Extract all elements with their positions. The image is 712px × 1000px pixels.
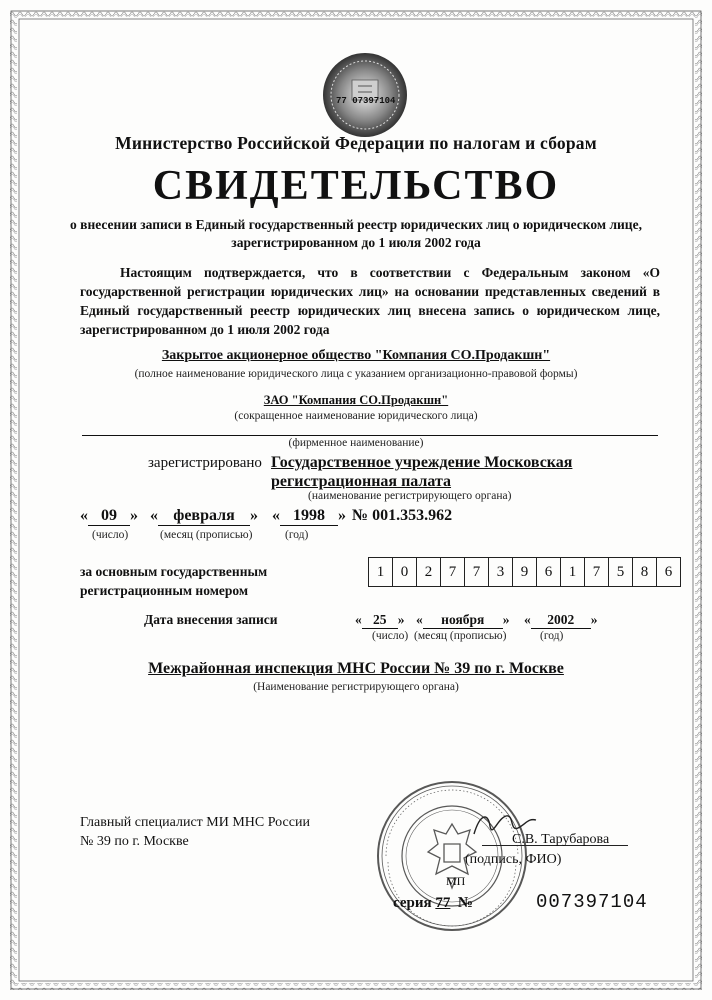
document-subtitle: о внесении записи в Единый государственный реестр юридических лиц о юридическом лице, зарегистрированном до 1 июля 2002 года [70,217,642,250]
handwritten-signature-icon [470,808,540,842]
reg-day-caption: (число) [92,529,129,541]
reg-date-month: « февраля » [150,507,258,524]
ogrn-digit-cell: 8 [633,557,657,587]
entry-day-caption: (число) [372,630,409,642]
signer-position: Главный специалист МИ МНС России № 39 по г. Москве [80,815,310,849]
confirmation-paragraph: Настоящим подтверждается, что в соответствии с Федеральным законом «О государственной регистрации юридических лиц» на основании представленных сведений в Единый государственный реестр юридических лиц внесена запись о юридическом лице, зарегистрированном до 1 июля 2002 года [80,265,660,337]
mp-label: МП [446,874,466,888]
ogrn-label: за основным государственным регистрационным номером [80,564,268,598]
entity-full-name-caption: (полное наименование юридического лица с указанием организационно-правовой формы) [134,368,578,380]
ogrn-digit-cell: 7 [441,557,465,587]
entry-date-day: « 25 » [355,612,405,627]
ogrn-digit-cell: 6 [537,557,561,587]
series-number: серия 77 № [393,895,473,911]
inspection-caption: (Наименование регистрирующего органа) [253,681,459,693]
ogrn-digit-cell: 6 [657,557,681,587]
hologram-number: 77 07397104 [336,96,396,106]
reg-date-day: « 09 » [80,507,138,524]
entity-short-name-caption: (сокращенное наименование юридического лица) [234,410,478,422]
reg-date-year: « 1998 » [272,507,346,524]
firm-name-caption: (фирменное наименование) [288,437,424,449]
registering-organ: Государственное учреждение Московская регистрационная палата [271,454,573,490]
ogrn-digit-cell: 0 [393,557,417,587]
document-title: СВИДЕТЕЛЬСТВО [152,163,560,209]
entry-year-caption: (год) [540,630,564,642]
hologram-emblem-icon [322,52,408,138]
entry-date-label: Дата внесения записи [144,612,278,627]
registering-organ-caption: (наименование регистрирующего органа) [308,490,512,502]
entry-month-caption: (месяц (прописью) [414,630,507,642]
ogrn-number-grid [368,557,681,587]
reg-number: № 001.353.962 [352,507,453,524]
entry-date-year: « 2002 » [524,612,598,627]
ogrn-digit-cell: 7 [465,557,489,587]
signature-caption: (подпись, ФИО) [465,852,562,867]
ogrn-digit-cell: 1 [561,557,585,587]
reg-year-caption: (год) [285,529,309,541]
reg-month-caption: (месяц (прописью) [160,529,253,541]
ministry-name: Министерство Российской Федерации по налогам и сборам [115,133,597,153]
ogrn-digit-cell: 5 [609,557,633,587]
ogrn-digit-cell: 9 [513,557,537,587]
firm-name-line [82,435,658,436]
entry-date-month: « ноября » [416,612,510,627]
entity-short-name: ЗАО "Компания СО.Продакшн" [263,393,449,407]
serial-number: 007397104 [536,891,648,913]
ogrn-digit-cell: 2 [417,557,441,587]
entity-full-name: Закрытое акционерное общество "Компания СО.Продакшн" [161,348,551,363]
ogrn-digit-cell: 1 [369,557,393,587]
ogrn-digit-cell: 7 [585,557,609,587]
registered-label: зарегистрировано [148,455,262,471]
signer-name: С.В. Тарубарова [512,832,610,847]
inspection-name: Межрайонная инспекция МНС России № 39 по г. Москве [148,660,564,677]
ogrn-digit-cell: 3 [489,557,513,587]
